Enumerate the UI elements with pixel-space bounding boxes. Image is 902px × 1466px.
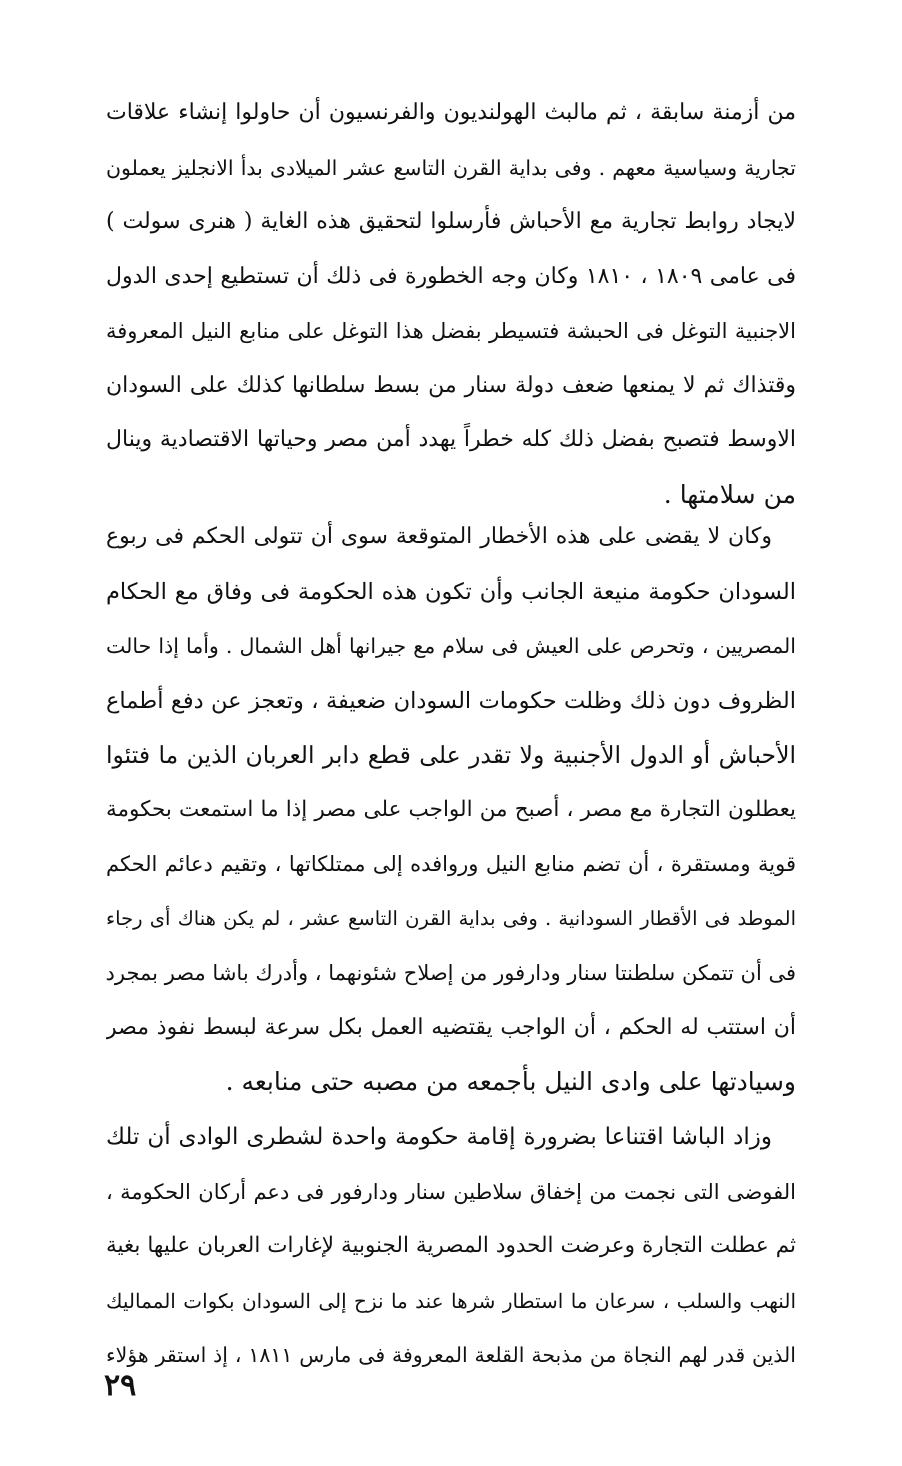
text-line: الفوضى التى نجمت من إخفاق سلاطين سنار ودارفور فى دعم أركان الحكومة ، [106, 1179, 796, 1204]
text-line: ثم عطلت التجارة وعرضت الحدود المصرية الجنوبية لإغارات العربان عليها بغية [106, 1233, 796, 1258]
text-line: وقتذاك ثم لا يمنعها ضعف دولة سنار من بسط سلطانها كذلك على السودان [106, 372, 796, 398]
paragraph-2 [106, 510, 796, 1110]
text-line: السودان حكومة منيعة الجانب وأن تكون هذه الحكومة فى وفاق مع الحكام [106, 578, 796, 605]
text-line: الذين قدر لهم النجاة من مذبحة القلعة المعروفة فى مارس ١٨١١ ، إذ استقر هؤلاء [106, 1343, 796, 1367]
text-line: المصريين ، وتحرص على العيش فى سلام مع جيرانها أهل الشمال . وأما إذا حالت [106, 634, 796, 658]
text-line: قوية ومستقرة ، أن تضم منابع النيل وروافده إلى ممتلكاتها ، وتقيم دعائم الحكم [106, 852, 796, 876]
text-line: فى أن تتمكن سلطنتا سنار ودارفور من إصلاح شئونهما ، وأدرك باشا مصر بمجرد [106, 961, 796, 985]
text-line: الاوسط فتصبح بفضل ذلك كله خطراً يهدد أمن مصر وحياتها الاقتصادية وينال [106, 427, 796, 452]
text-line: تجارية وسياسية معهم . وفى بداية القرن التاسع عشر الميلادى بدأ الانجليز يعملون [106, 155, 796, 180]
text-line: لايجاد روابط تجارية مع الأحباش فأرسلوا لتحقيق هذه الغاية ( هنرى سولت ) [106, 209, 796, 234]
text-line: يعطلون التجارة مع مصر ، أصبح من الواجب على مصر إذا ما استمعت بحكومة [106, 796, 796, 822]
text-line: أن استتب له الحكم ، أن الواجب يقتضيه العمل بكل سرعة لبسط نفوذ مصر [106, 1014, 796, 1040]
text-line: فى عامى ١٨٠٩ ، ١٨١٠ وكان وجه الخطورة فى ذلك أن تستطيع إحدى الدول [106, 263, 796, 289]
paragraph-3 [106, 1110, 796, 1383]
text-line: الظروف دون ذلك وظلت حكومات السودان ضعيفة ، وتعجز عن دفع أطماع [106, 687, 796, 714]
text-line: الاجنبية التوغل فى الحبشة فتسيطر بفضل هذا التوغل على منابع النيل المعروفة [106, 319, 796, 343]
text-line: وزاد الباشا اقتناعا بضرورة إقامة حكومة واحدة لشطرى الوادى أن تلك [106, 1124, 772, 1150]
text-line: النهب والسلب ، سرعان ما استطار شرها عند ما نزح إلى السودان بكوات المماليك [106, 1288, 796, 1313]
text-line: الموطد فى الأقطار السودانية . وفى بداية القرن التاسع عشر ، لم يكن هناك أى رجاء [106, 906, 796, 930]
text-line: من أزمنة سابقة ، ثم مالبث الهولنديون والفرنسيون أن حاولوا إنشاء علاقات [106, 100, 796, 125]
text-line: الأحباش أو الدول الأجنبية ولا تقدر على قطع دابر العربان الذين ما فتئوا [106, 741, 796, 769]
paragraph-1 [106, 86, 796, 522]
text-line: وسيادتها على وادى النيل بأجمعه من مصبه حتى منابعه . [225, 1067, 796, 1096]
text-line: من سلامتها . [663, 479, 796, 509]
text-line: وكان لا يقضى على هذه الأخطار المتوقعة سوى أن تتولى الحكم فى ربوع [106, 524, 772, 549]
page-number: ٢٩ [104, 1368, 137, 1403]
